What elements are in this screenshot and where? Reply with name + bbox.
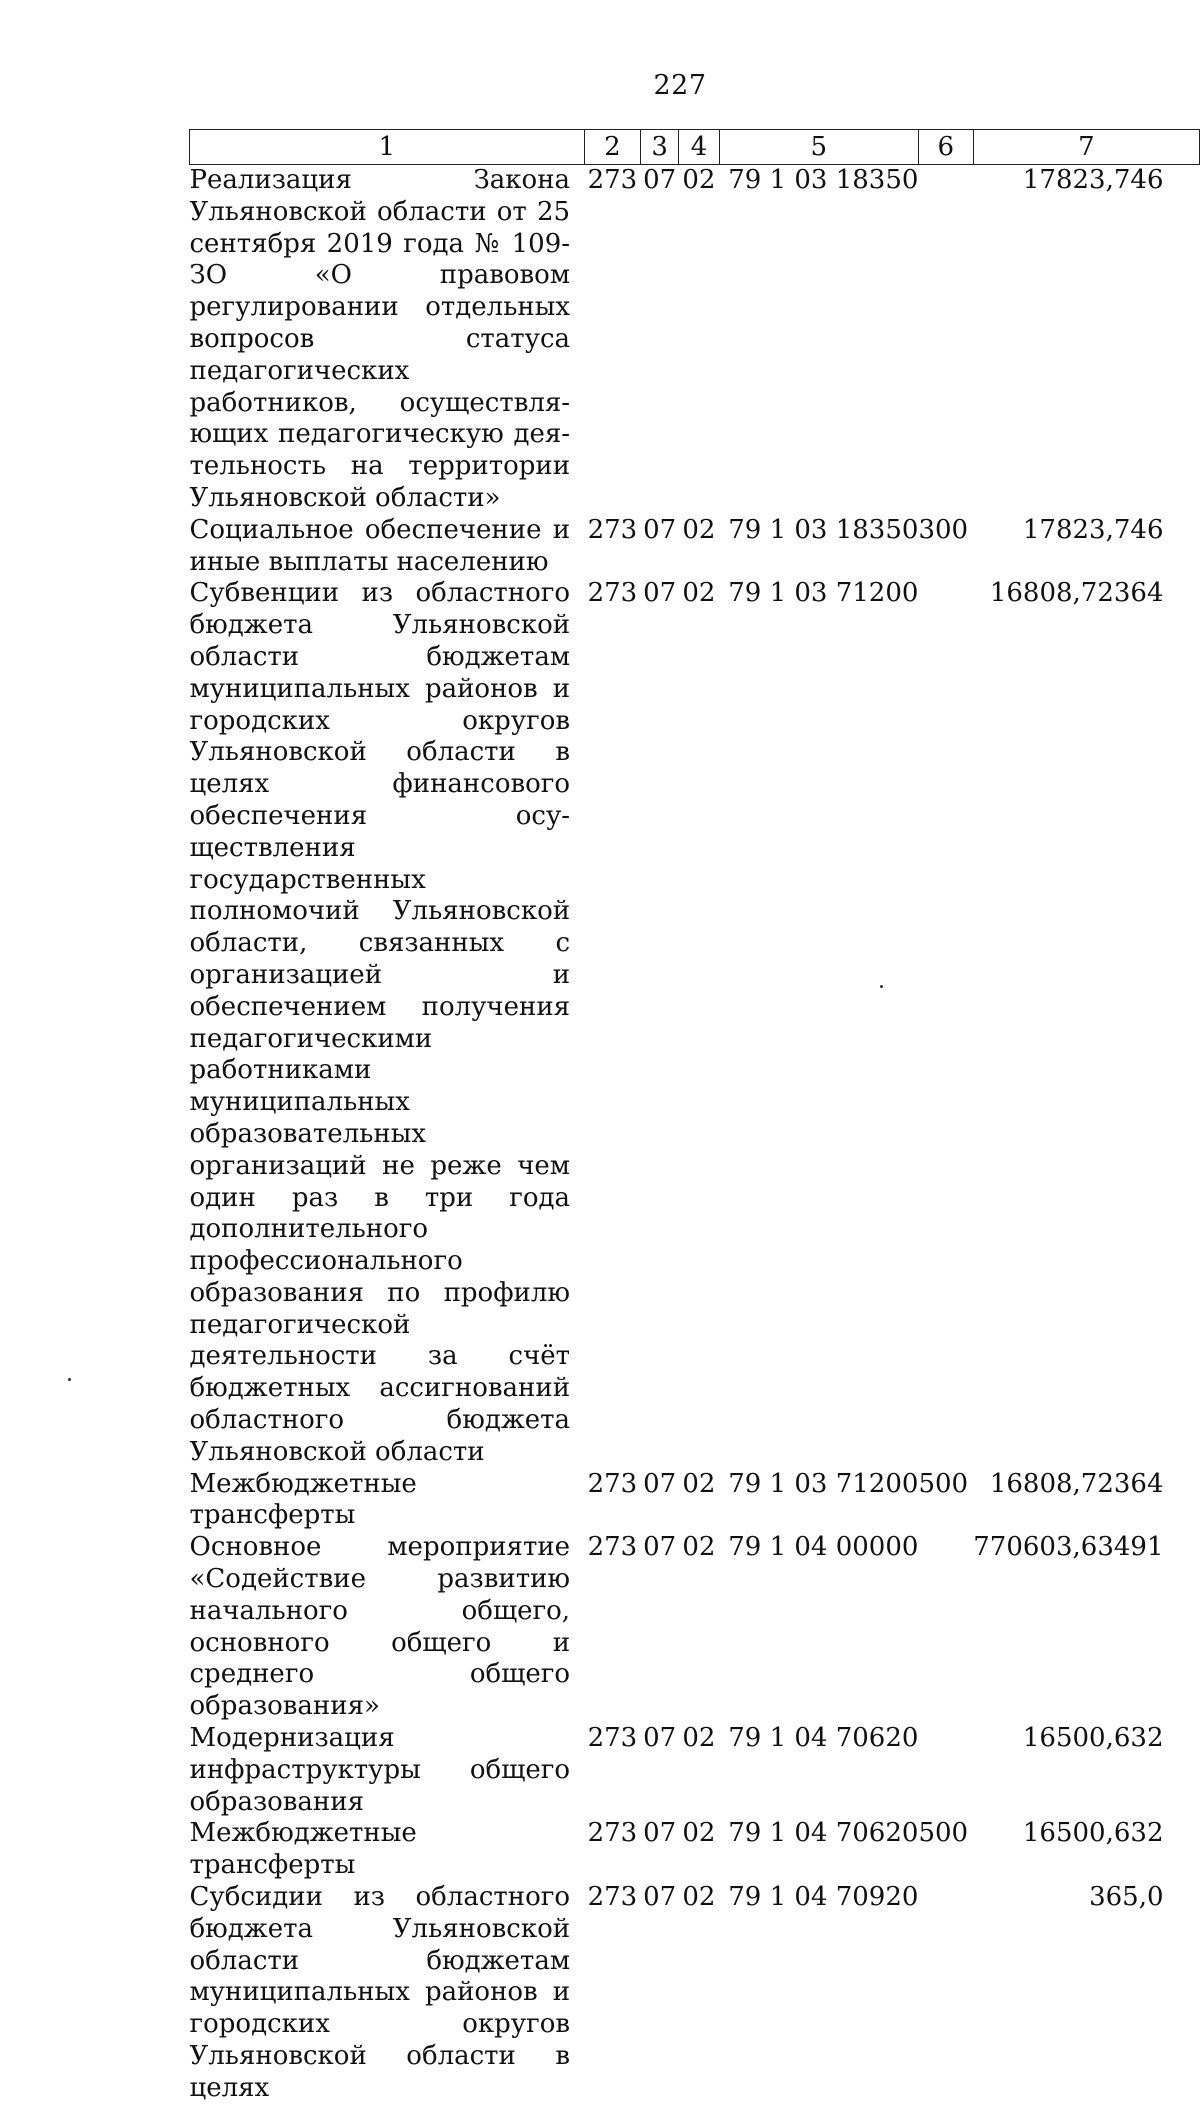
row-subsection: 02 bbox=[682, 1532, 716, 1563]
scan-speck bbox=[880, 985, 883, 988]
row-target-article: 79 1 04 00000 bbox=[728, 1532, 919, 1563]
row-amount: 365,0 bbox=[1089, 1882, 1164, 1913]
table-row bbox=[190, 515, 1200, 579]
table-row bbox=[190, 1818, 1200, 1882]
table-row bbox=[190, 578, 1200, 1468]
row-subsection: 02 bbox=[682, 1882, 716, 1913]
page-number: 227 bbox=[653, 70, 707, 101]
row-subsection: 02 bbox=[682, 514, 716, 545]
table-header-row bbox=[190, 130, 1200, 165]
row-name: Основное мероприятие «Содействие развитию начального общего, основного общего и среднего общего образования» bbox=[189, 1532, 571, 1722]
row-target-article: 79 1 03 18350 bbox=[728, 165, 919, 195]
header-col-1: 1 bbox=[190, 130, 585, 165]
header-col-2: 2 bbox=[584, 130, 641, 165]
row-name: Реализация Закона Ульяновской области от 25 сентября 2019 года № 109-ЗО «О правовом регулировании отдельных вопросов статуса педагогических работников, осуществляющих педагогическую деятельность на территории Ульяновской области» bbox=[189, 165, 571, 513]
row-section: 07 bbox=[643, 1818, 677, 1849]
row-expense-type: 500 bbox=[918, 1468, 969, 1499]
row-subsection: 02 bbox=[682, 578, 716, 609]
header-col-3: 3 bbox=[641, 130, 679, 165]
row-section: 07 bbox=[643, 165, 677, 195]
row-expense-type: 300 bbox=[918, 514, 969, 545]
row-target-article: 79 1 03 71200 bbox=[728, 1468, 919, 1499]
row-target-article: 79 1 04 70920 bbox=[728, 1882, 919, 1913]
row-name: Субсидии из областного бюджета Ульяновской области бюджетам муниципальных районов и городских округов Ульяновской области в целях bbox=[189, 1882, 571, 2103]
row-name: Социальное обеспечение и иные выплаты населению bbox=[189, 514, 571, 577]
row-target-article: 79 1 04 70620 bbox=[728, 1818, 919, 1849]
row-amount: 17823,746 bbox=[1022, 165, 1164, 195]
row-admin-code: 273 bbox=[587, 1723, 638, 1754]
row-section: 07 bbox=[643, 1532, 677, 1563]
header-col-7: 7 bbox=[973, 130, 1199, 165]
budget-table-container bbox=[189, 129, 1200, 2105]
row-admin-code: 273 bbox=[587, 1882, 638, 1913]
row-admin-code: 273 bbox=[587, 1532, 638, 1563]
row-target-article: 79 1 04 70620 bbox=[728, 1723, 919, 1754]
row-section: 07 bbox=[643, 1723, 677, 1754]
row-expense-type bbox=[918, 1882, 973, 2105]
table-row bbox=[190, 1723, 1200, 1818]
row-subsection: 02 bbox=[682, 1818, 716, 1849]
row-section: 07 bbox=[643, 514, 677, 545]
row-name: Субвенции из областного бюджета Ульяновской области бюджетам муниципальных районов и городских округов Ульяновской области в целях финансового обеспечения осуществления государственных полномочий Ульяновской области, связанных с организацией и обеспечением получения педагогическими работниками муниципальных образовательных организаций не реже чем один раз в три года дополнительного профессионального образования по профилю педагогической деятельности за счёт бюджетных ассигнований областного бюджета Ульяновской области bbox=[189, 578, 571, 1467]
row-expense-type bbox=[918, 1723, 973, 1818]
row-amount: 770603,63491 bbox=[973, 1532, 1164, 1563]
row-expense-type bbox=[918, 578, 973, 1468]
scan-speck bbox=[68, 1378, 71, 1381]
row-admin-code: 273 bbox=[587, 1468, 638, 1499]
row-section: 07 bbox=[643, 1882, 677, 1913]
row-target-article: 79 1 03 18350 bbox=[728, 514, 919, 545]
row-admin-code: 273 bbox=[587, 514, 638, 545]
row-admin-code: 273 bbox=[587, 1818, 638, 1849]
row-amount: 16808,72364 bbox=[989, 578, 1164, 609]
row-amount: 16500,632 bbox=[1022, 1818, 1164, 1849]
header-col-6: 6 bbox=[918, 130, 973, 165]
header-col-5: 5 bbox=[719, 130, 918, 165]
row-expense-type: 500 bbox=[918, 1818, 969, 1849]
row-admin-code: 273 bbox=[587, 578, 638, 609]
row-subsection: 02 bbox=[682, 1723, 716, 1754]
row-amount: 16500,632 bbox=[1022, 1723, 1164, 1754]
row-subsection: 02 bbox=[682, 165, 716, 195]
table-row bbox=[190, 1532, 1200, 1723]
header-col-4: 4 bbox=[679, 130, 720, 165]
row-target-article: 79 1 03 71200 bbox=[728, 578, 919, 609]
budget-table bbox=[189, 129, 1200, 2105]
row-name: Модернизация инфраструктуры общего образования bbox=[189, 1723, 571, 1817]
row-section: 07 bbox=[643, 1468, 677, 1499]
row-name: Межбюджетные трансферты bbox=[189, 1468, 417, 1531]
row-amount: 16808,72364 bbox=[989, 1468, 1164, 1499]
table-row bbox=[190, 1882, 1200, 2105]
row-subsection: 02 bbox=[682, 1468, 716, 1499]
row-expense-type bbox=[918, 165, 973, 515]
table-row bbox=[190, 1469, 1200, 1533]
row-expense-type bbox=[918, 1532, 973, 1723]
table-row bbox=[190, 165, 1200, 515]
row-section: 07 bbox=[643, 578, 677, 609]
row-amount: 17823,746 bbox=[1022, 514, 1164, 545]
row-admin-code: 273 bbox=[587, 165, 638, 195]
row-name: Межбюджетные трансферты bbox=[189, 1818, 417, 1881]
